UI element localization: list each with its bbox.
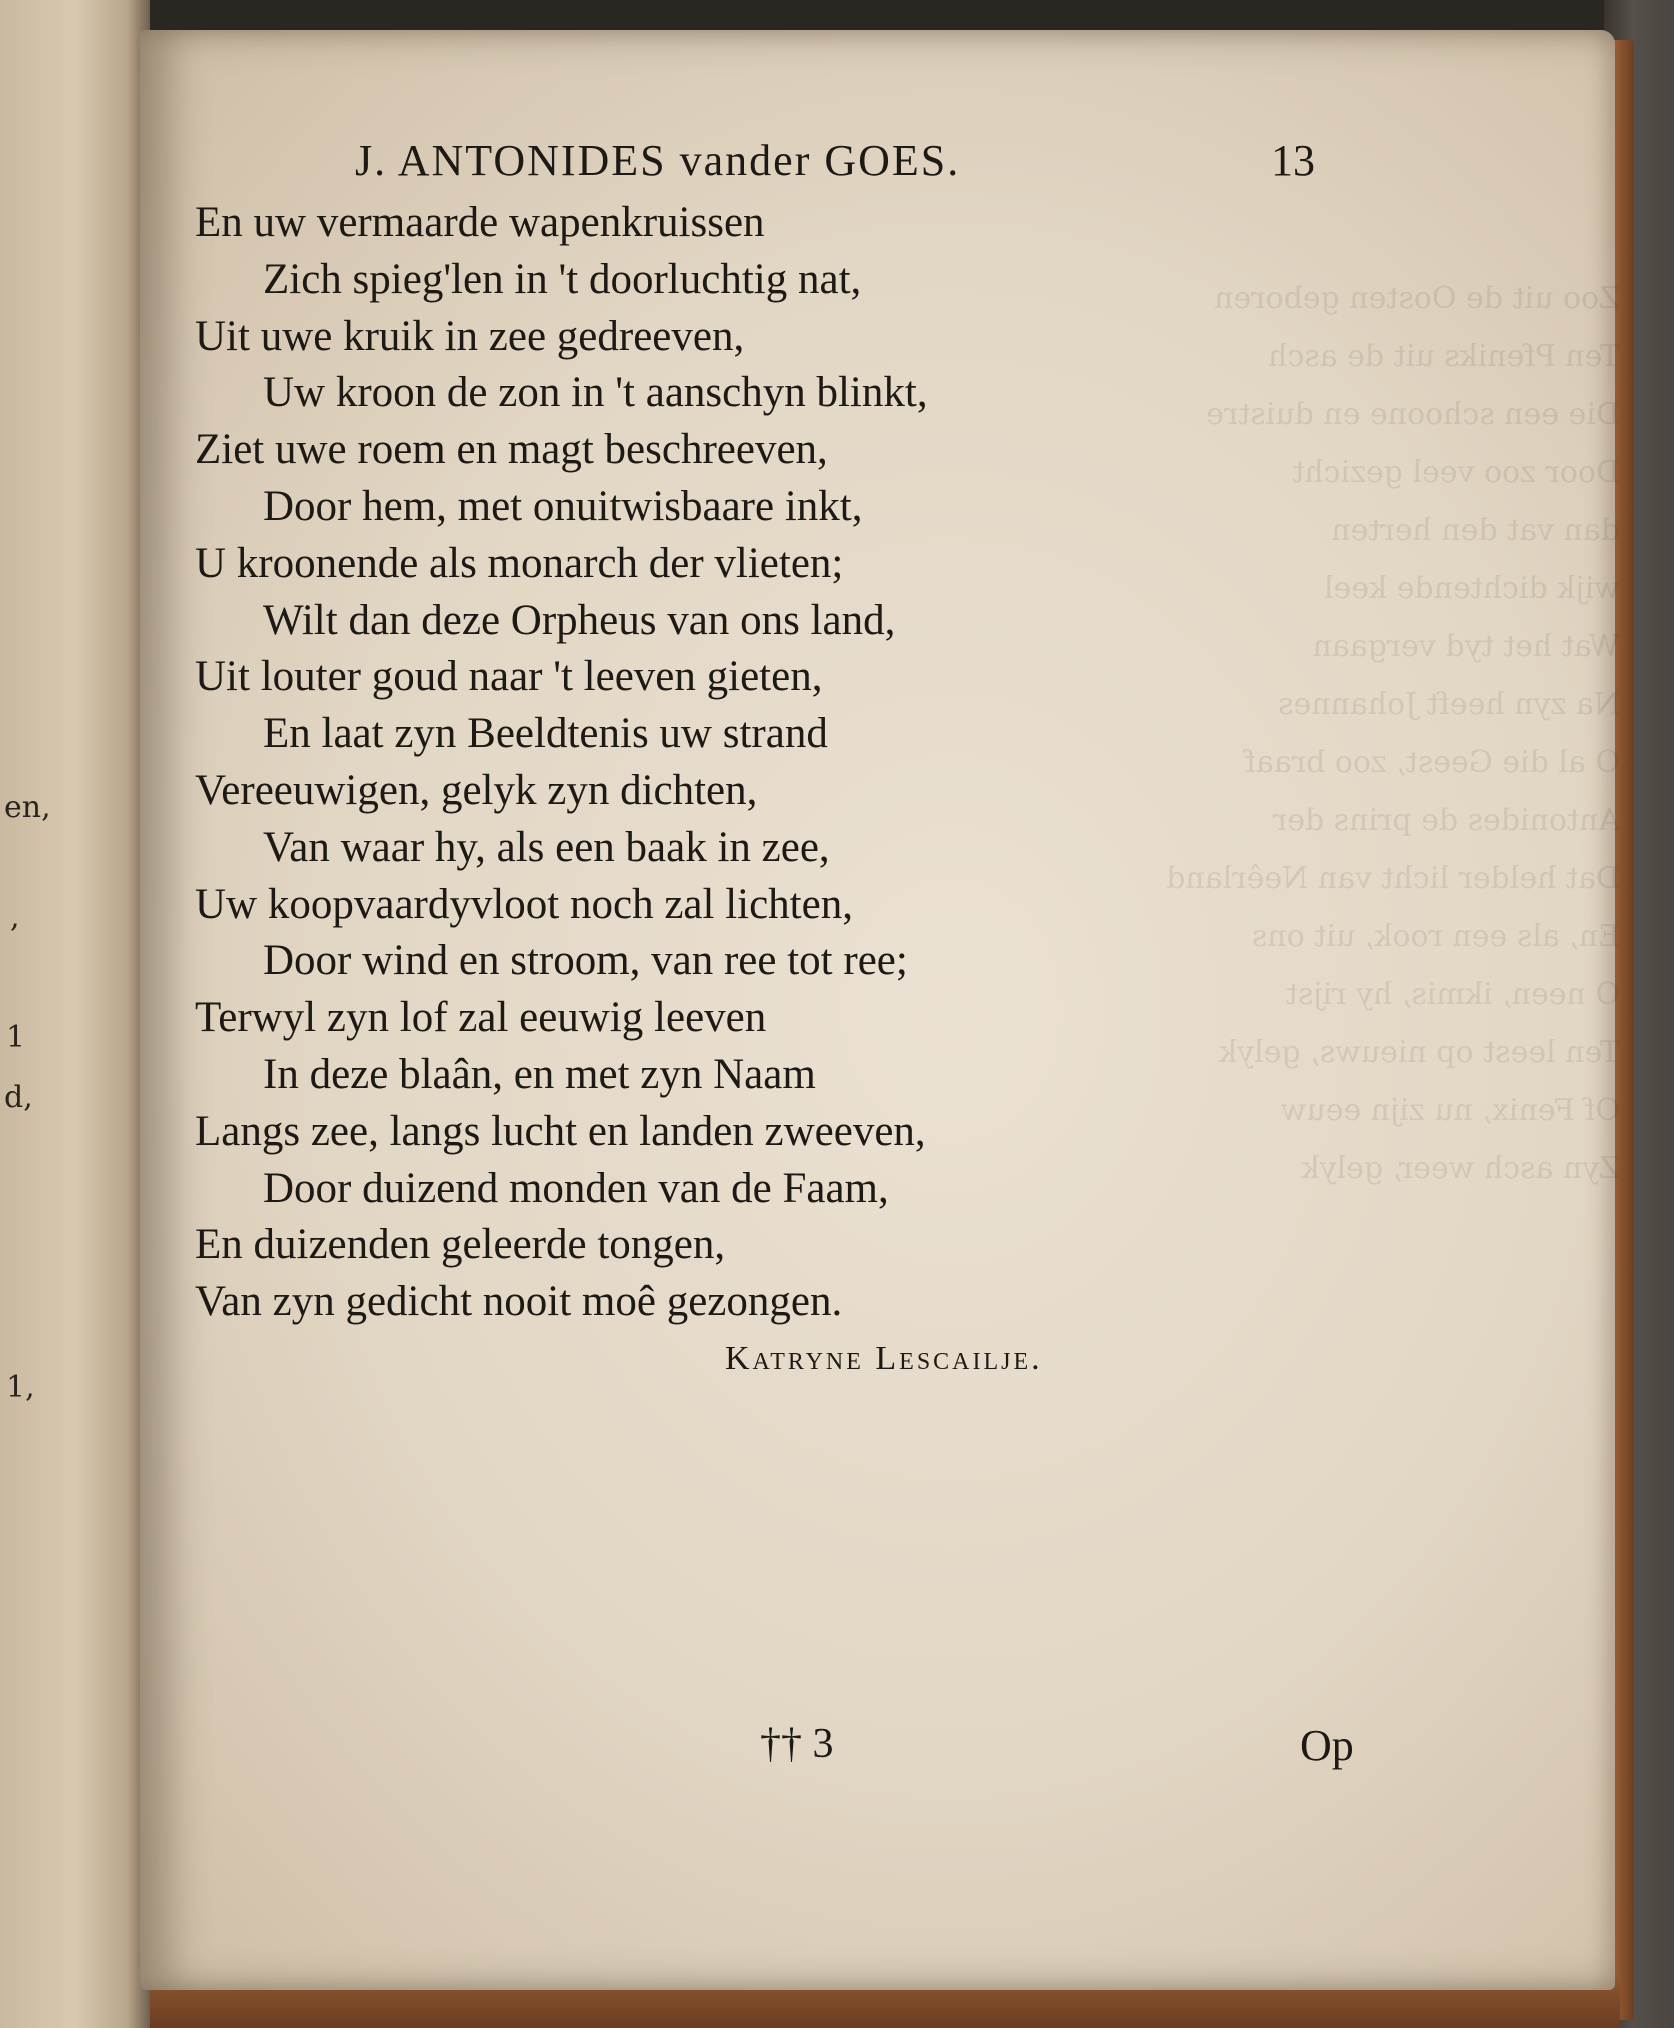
facing-page-fragment: , — [10, 900, 20, 935]
poem-line: Langs zee, langs lucht en landen zweeven, — [195, 1107, 926, 1155]
poem-line: En laat zyn Beeldtenis uw strand — [263, 710, 828, 758]
poem-line: U kroonende als monarch der vlieten; — [195, 539, 844, 587]
facing-page-fragment: en, — [4, 790, 51, 825]
poem-line: Terwyl zyn lof zal eeuwig leeven — [195, 994, 767, 1042]
poem-line: Uw koopvaardyvloot noch zal lichten, — [195, 880, 853, 928]
poem-line: Wilt dan deze Orpheus van ons land, — [263, 596, 896, 644]
page-number: 13 — [1271, 136, 1315, 185]
poem-line: Uit uwe kruik in zee gedreeven, — [195, 312, 745, 360]
poem-line: Door duizend monden van de Faam, — [263, 1164, 889, 1212]
catchword: Op — [1300, 1721, 1354, 1770]
poem-line: In deze blaân, en met zyn Naam — [263, 1050, 816, 1098]
facing-page — [0, 0, 150, 2028]
printer-signature-mark: †† 3 — [760, 1721, 834, 1767]
poem-line: Door wind en stroom, van ree tot ree; — [263, 937, 908, 985]
facing-page-fragment: d, — [4, 1080, 33, 1115]
poem-line: En uw vermaarde wapenkruissen — [195, 199, 765, 246]
show-through-text: Zoo uit de Oosten geboren Ten Pfeniks uit de asch Die een schoone en duistre Door zoo veel gezicht dan vat den herten wijk dichtende keel Wat het tyd vergaan Na zyn heeft Johannes O al die Geest, zoo braaf Antonides de prins der Dat helder licht van Neêrland En, als een rook, uit ons O neen, ikmis, hy rijst Ten leest op nieuws, gelyk Of Fenix, nu zijn eeuw Zyn asch weer, gelyk — [1166, 281, 1620, 1186]
poem-line: Vereeuwigen, gelyk zyn dichten, — [195, 766, 758, 814]
poem-line: Ziet uwe roem en magt beschreeven, — [195, 426, 828, 474]
poem-line: Zich spieg'len in 't doorluchtig nat, — [263, 255, 862, 303]
facing-page-fragment: 1, — [6, 1370, 35, 1405]
poem-body — [195, 195, 1295, 1331]
poem-line: Van waar hy, als een baak in zee, — [263, 823, 830, 871]
poem-line: En duizenden geleerde tongen, — [195, 1221, 726, 1269]
facing-page-fragment: 1 — [6, 1020, 26, 1055]
poem-line: Van zyn gedicht nooit moê gezongen. — [195, 1278, 843, 1326]
page-header — [355, 135, 1315, 195]
author-signature: Katryne Lescailje. — [725, 1340, 1043, 1377]
running-head: J. ANTONIDES vander GOES. — [355, 136, 961, 185]
poem-line: Door hem, met onuitwisbaare inkt, — [263, 482, 863, 530]
poem-line: Uit louter goud naar 't leeven gieten, — [195, 653, 823, 701]
poem-line: Uw kroon de zon in 't aanschyn blinkt, — [263, 369, 928, 417]
